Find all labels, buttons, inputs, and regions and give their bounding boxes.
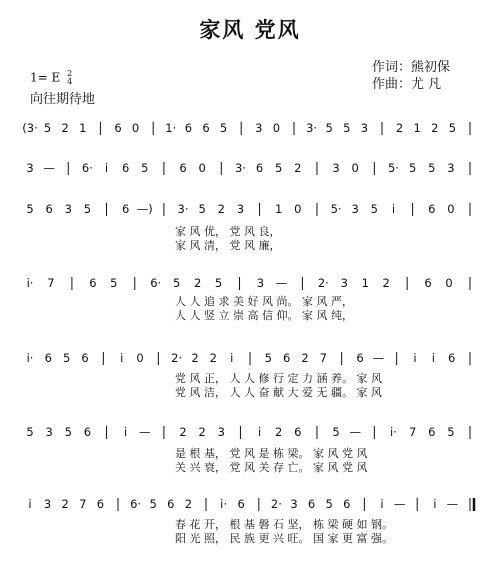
note: 5 bbox=[428, 161, 436, 175]
note: — bbox=[349, 425, 361, 439]
note: 7 bbox=[408, 425, 417, 439]
note: 6 bbox=[184, 121, 193, 135]
note: 6 bbox=[45, 202, 53, 216]
note: 2 bbox=[191, 351, 199, 365]
note: 2 bbox=[382, 276, 390, 290]
note: 5 bbox=[173, 276, 181, 290]
note: 6 bbox=[343, 497, 351, 511]
note: 5 bbox=[83, 202, 92, 216]
note: 3 bbox=[64, 202, 72, 216]
note: 5 bbox=[214, 276, 223, 290]
note: 5 bbox=[198, 202, 206, 216]
note: — bbox=[372, 351, 385, 365]
note: 2 bbox=[301, 351, 309, 365]
note: 6 bbox=[44, 351, 52, 365]
note: 3 bbox=[255, 121, 263, 135]
key-label: 1= E bbox=[30, 70, 61, 85]
note: 6 bbox=[283, 351, 291, 365]
note: 5· bbox=[387, 161, 399, 175]
note: i bbox=[28, 497, 32, 511]
note: 6 bbox=[81, 351, 89, 365]
note: 6 bbox=[307, 497, 316, 511]
note: 5 bbox=[447, 425, 455, 439]
note: 0 bbox=[272, 121, 281, 135]
note: — bbox=[275, 276, 288, 290]
note: 5 bbox=[149, 497, 157, 511]
note: 5 bbox=[275, 161, 283, 175]
note: 3 bbox=[217, 425, 225, 439]
note: 1 bbox=[79, 121, 87, 135]
note: 0 bbox=[136, 351, 144, 365]
note: 5 bbox=[370, 202, 379, 216]
note: 2 bbox=[193, 276, 202, 290]
lyric-line: 是 根 基， 党 风 是 栋 梁。 家 风 党 风 bbox=[175, 447, 368, 460]
note: 6 bbox=[428, 425, 436, 439]
note: 3 bbox=[332, 161, 340, 175]
note: 6 bbox=[179, 161, 187, 175]
note: i bbox=[391, 202, 396, 216]
note: 1 bbox=[413, 121, 421, 135]
note: 1 bbox=[361, 276, 369, 290]
note: 0 bbox=[131, 121, 140, 135]
note: —) bbox=[136, 202, 153, 216]
note: 3 bbox=[26, 161, 34, 175]
note: 6 bbox=[356, 351, 364, 365]
note: 5 bbox=[26, 202, 34, 216]
note: 3 bbox=[360, 121, 369, 135]
note: — bbox=[139, 425, 151, 439]
note: 6 bbox=[114, 121, 122, 135]
note: 3 bbox=[45, 425, 53, 439]
note: 2 bbox=[184, 497, 193, 511]
note: 5 bbox=[343, 121, 351, 135]
note: 5 bbox=[408, 161, 417, 175]
note: 2 bbox=[217, 202, 225, 216]
note: 6 bbox=[424, 276, 432, 290]
note: — bbox=[446, 497, 459, 511]
note: 6 bbox=[237, 497, 245, 511]
note: 7 bbox=[79, 497, 87, 511]
note: i bbox=[104, 161, 109, 175]
note: 5 bbox=[141, 161, 149, 175]
note: 5· bbox=[330, 202, 342, 216]
lyric-line: 关 兴 衰， 党 风 关 存 亡。 家 风 党 风 bbox=[175, 461, 368, 474]
note: 6· bbox=[81, 161, 93, 175]
note: 2 bbox=[209, 351, 217, 365]
lyric-line: 人 人 竖 立 崇 高 信 仰。 家 风 纯， bbox=[175, 309, 353, 322]
song-title: 家风 党风 bbox=[199, 17, 301, 42]
note: 3 bbox=[340, 276, 348, 290]
note: i bbox=[380, 497, 384, 511]
note: 0 bbox=[445, 276, 453, 290]
note: — bbox=[393, 497, 406, 511]
note: i bbox=[120, 351, 124, 365]
note: 6· bbox=[130, 497, 142, 511]
note: 0 bbox=[198, 161, 206, 175]
note: 5 bbox=[219, 121, 228, 135]
note: 6 bbox=[89, 276, 97, 290]
time-signature-top: 2 bbox=[67, 69, 73, 78]
note: i bbox=[413, 351, 417, 365]
note: 2· bbox=[317, 276, 329, 290]
note: 2· bbox=[270, 497, 282, 511]
note: 5 bbox=[43, 121, 52, 135]
note: (3· bbox=[22, 121, 38, 135]
note: 6 bbox=[83, 425, 92, 439]
note: 3 bbox=[290, 497, 298, 511]
note: 5 bbox=[63, 351, 71, 365]
note: 0 bbox=[294, 202, 302, 216]
note: 3· bbox=[234, 161, 246, 175]
note: 6 bbox=[294, 425, 302, 439]
note: 5 bbox=[325, 497, 333, 511]
note: 6 bbox=[255, 161, 264, 175]
note: 5 bbox=[332, 425, 340, 439]
note: 6 bbox=[96, 497, 105, 511]
composer-credit: 作曲：尤 凡 bbox=[372, 77, 442, 92]
note: 2 bbox=[294, 161, 302, 175]
note: — bbox=[43, 161, 55, 175]
note: 6 bbox=[448, 351, 456, 365]
lyric-line: 党 风 洁， 人 人 奋 献 大 爱 无 疆。 家 风 bbox=[175, 386, 382, 399]
note: 6· bbox=[150, 276, 162, 290]
note: i· bbox=[390, 425, 397, 439]
note: 2 bbox=[198, 425, 206, 439]
note: 3 bbox=[43, 497, 52, 511]
lyric-line: 家 风 清， 党 风 廉， bbox=[175, 239, 281, 252]
note: 7 bbox=[47, 276, 55, 290]
note: 3· bbox=[177, 202, 189, 216]
note: 7 bbox=[319, 351, 327, 365]
note: 5 bbox=[110, 276, 118, 290]
note: 6 bbox=[121, 161, 130, 175]
note: 5 bbox=[64, 425, 72, 439]
note: 6 bbox=[202, 121, 210, 135]
note: 2 bbox=[61, 121, 69, 135]
lyricist-credit: 作词：熊初保 bbox=[372, 60, 451, 75]
note: i· bbox=[26, 276, 34, 290]
note: 0 bbox=[351, 161, 359, 175]
lyric-line: 家 风 优， 党 风 良， bbox=[175, 225, 281, 238]
note: 2 bbox=[395, 121, 404, 135]
note: 2 bbox=[275, 425, 283, 439]
lyric-line: 党 风 正， 人 人 修 行 定 力 涵 养。 家 风 bbox=[175, 372, 382, 385]
note: 6 bbox=[428, 202, 436, 216]
note: 1 bbox=[275, 202, 283, 216]
note: 2 bbox=[431, 121, 439, 135]
note: i· bbox=[26, 351, 34, 365]
note: 1· bbox=[165, 121, 177, 135]
note: i bbox=[124, 425, 128, 439]
note: 3 bbox=[351, 202, 359, 216]
note: 5 bbox=[325, 121, 333, 135]
note: 5 bbox=[448, 121, 457, 135]
note: i bbox=[257, 425, 262, 439]
note: i bbox=[230, 351, 234, 365]
note: 3 bbox=[236, 202, 245, 216]
note: 3 bbox=[447, 161, 455, 175]
note: 5 bbox=[26, 425, 34, 439]
note: 3 bbox=[256, 276, 265, 290]
time-signature-bottom: 4 bbox=[67, 77, 73, 86]
note: i bbox=[433, 497, 437, 511]
lyric-line: 人 人 追 求 美 好 风 尚。 家 风 严， bbox=[175, 295, 353, 308]
lyric-line: 春 花 开， 根 基 磐 石 坚， 栋 梁 硬 如 钢。 bbox=[175, 518, 393, 531]
note: 3· bbox=[306, 121, 318, 135]
note: i bbox=[431, 351, 435, 365]
note: 2 bbox=[179, 425, 187, 439]
note: 6 bbox=[167, 497, 175, 511]
note: 0 bbox=[447, 202, 455, 216]
note: 6 bbox=[121, 202, 130, 216]
note: 2· bbox=[171, 351, 183, 365]
note: i· bbox=[220, 497, 228, 511]
note: 5 bbox=[264, 351, 272, 365]
note: 2 bbox=[61, 497, 69, 511]
lyric-line: 阳 光 照， 民 族 更 兴 旺。 国 家 更 富 强。 bbox=[175, 532, 393, 545]
tempo-marking: 向往期待地 bbox=[30, 92, 96, 107]
